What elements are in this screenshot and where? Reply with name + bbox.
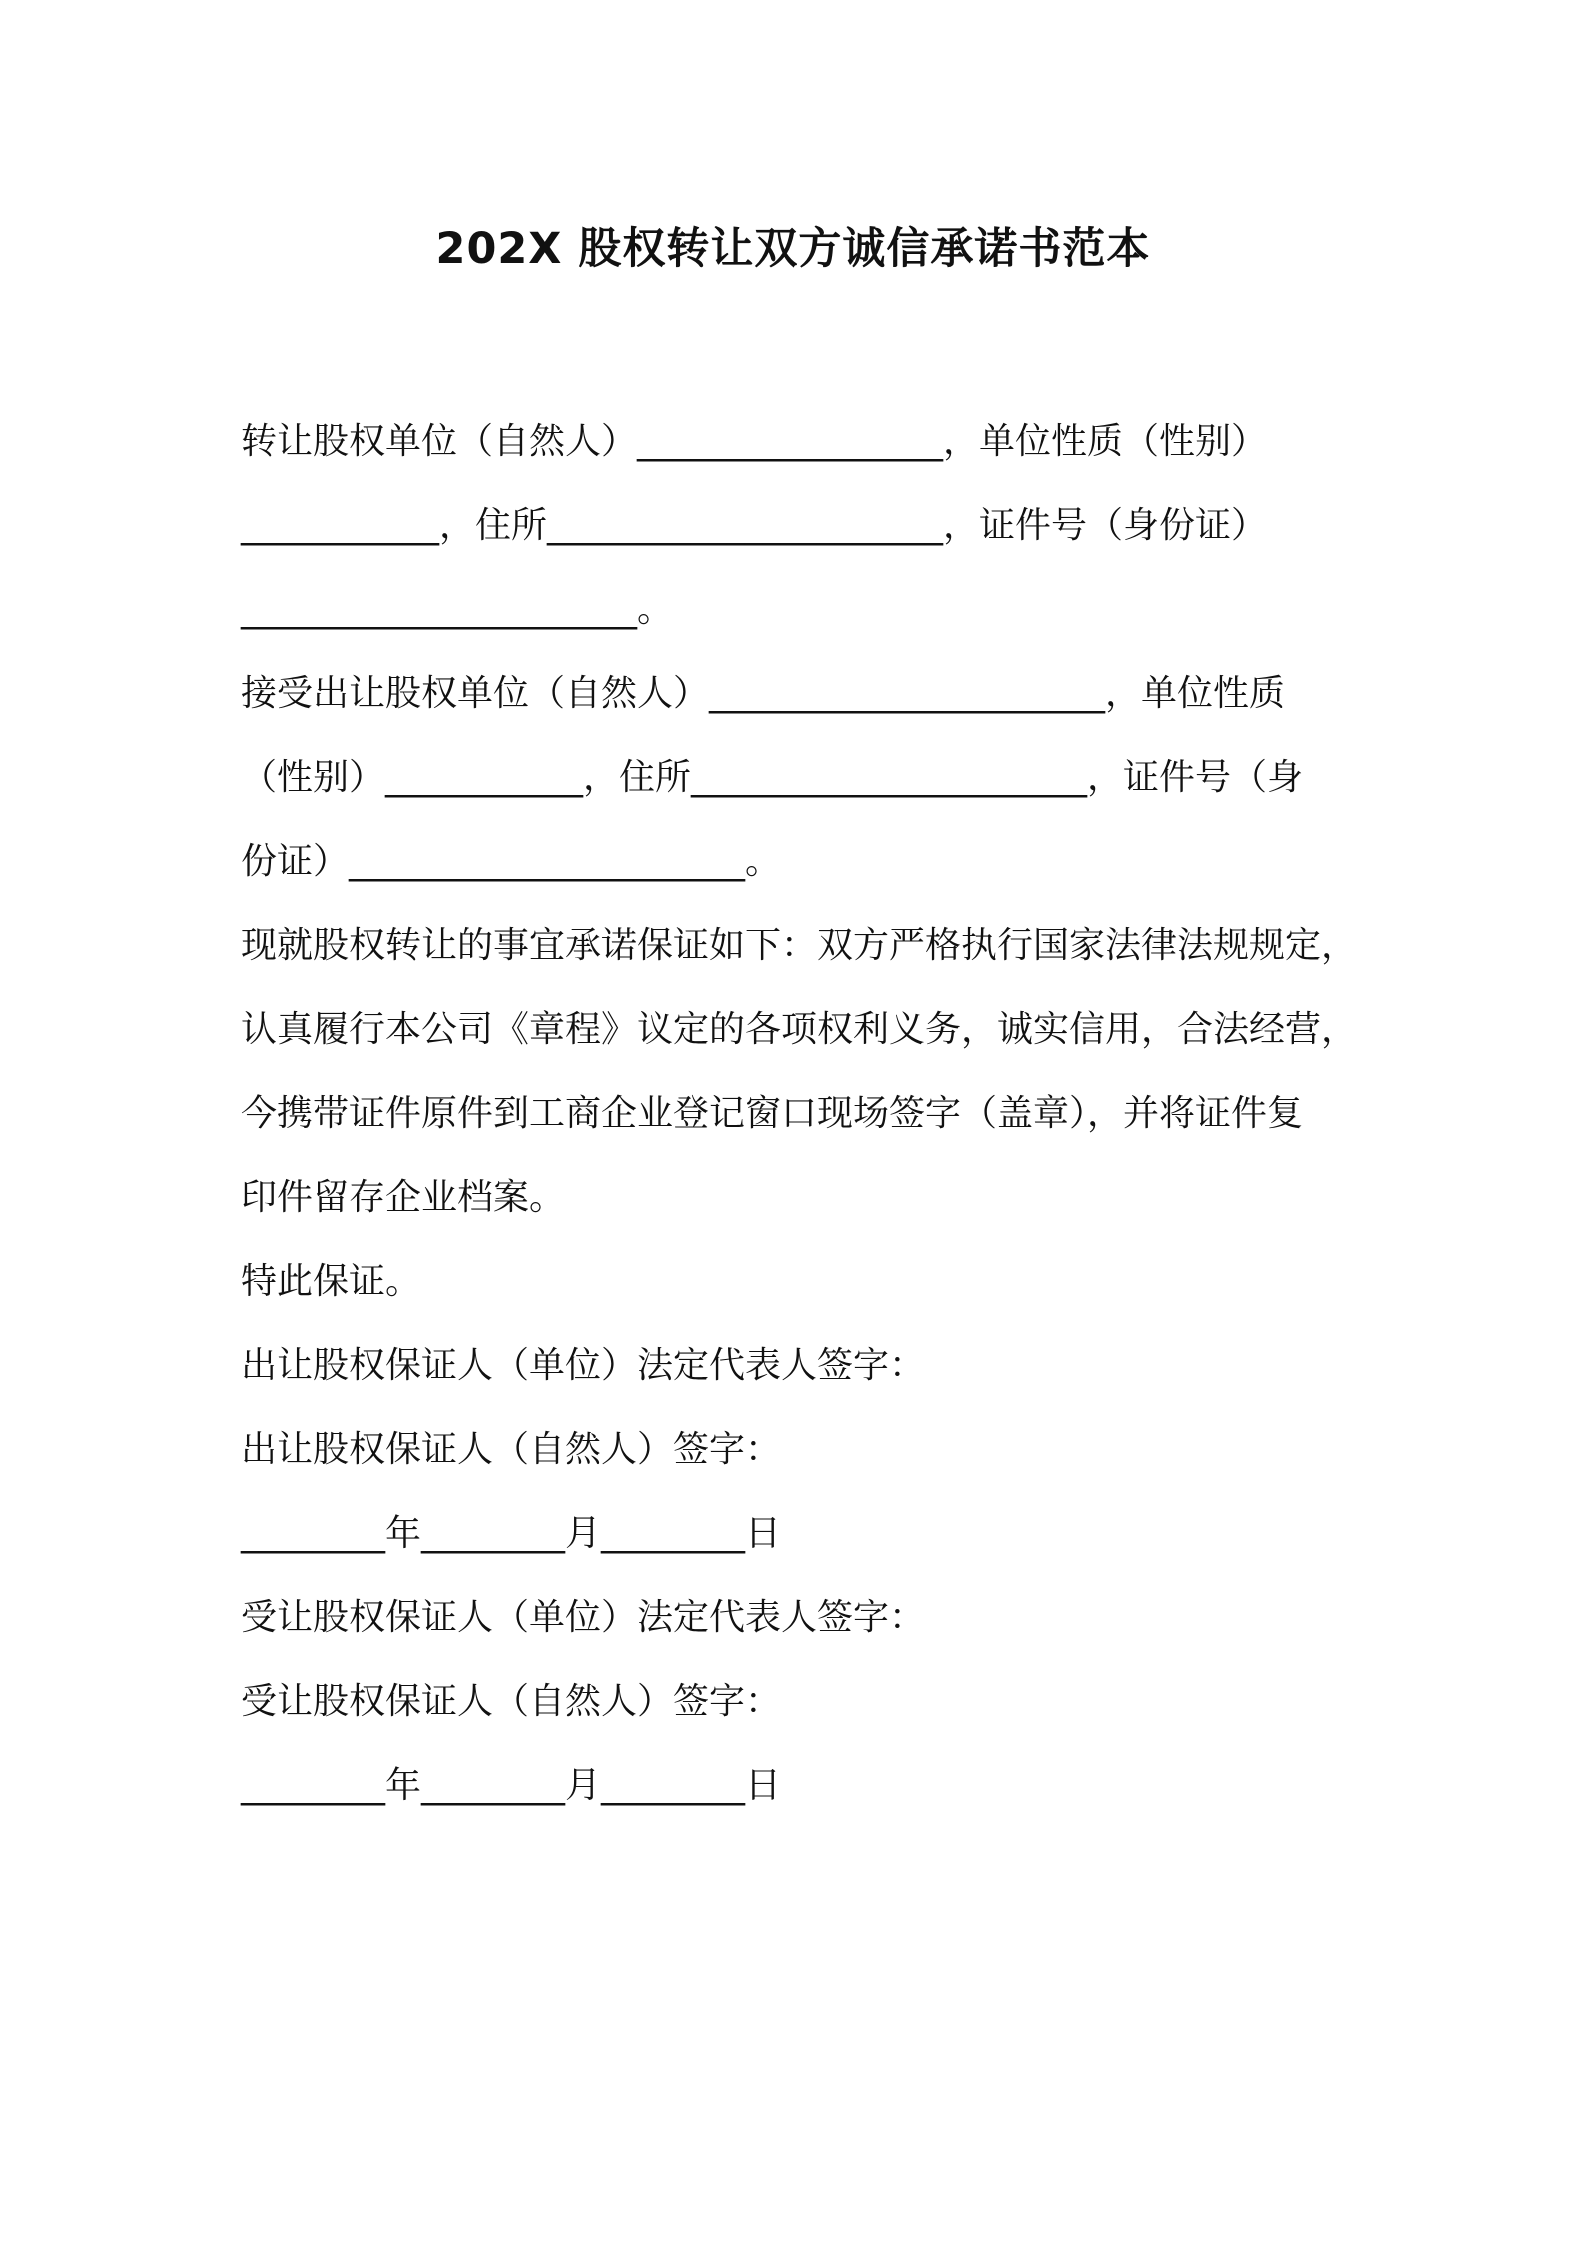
transferor-date-line: ________年________月________日: [241, 1513, 781, 1554]
transferor-line-1: 转让股权单位（自然人）_________________，单位性质（性别）: [241, 421, 1268, 462]
transferor-line-3: ______________________。: [241, 589, 673, 630]
transferee-line-1: 接受出让股权单位（自然人）______________________，单位性质: [241, 673, 1286, 714]
transferor-unit-signature-label: 出让股权保证人（单位）法定代表人签字：: [241, 1345, 926, 1386]
commitment-line-3: 今携带证件原件到工商企业登记窗口现场签字（盖章），并将证件复: [241, 1093, 1304, 1134]
transferee-line-2: （性别）___________，住所______________________，证件号（身: [241, 757, 1304, 798]
commitment-line-1: 现就股权转让的事宜承诺保证如下：双方严格执行国家法律法规规定，: [241, 925, 1358, 966]
document-body: [241, 400, 1371, 1828]
transferee-date-line: ________年________月________日: [241, 1765, 781, 1806]
guarantee-statement: 特此保证。: [241, 1261, 422, 1302]
transferor-line-2: ___________，住所______________________，证件号（身份证）: [241, 505, 1268, 546]
transferee-line-3: 份证）______________________。: [241, 841, 782, 882]
commitment-line-4: 印件留存企业档案。: [241, 1177, 566, 1218]
transferor-person-signature-label: 出让股权保证人（自然人）签字：: [241, 1429, 782, 1470]
transferee-person-signature-label: 受让股权保证人（自然人）签字：: [241, 1681, 782, 1722]
commitment-line-2: 认真履行本公司《章程》议定的各项权利义务，诚实信用，合法经营，: [241, 1009, 1358, 1050]
document-title: 202X 股权转让双方诚信承诺书范本: [435, 224, 1151, 274]
transferee-unit-signature-label: 受让股权保证人（单位）法定代表人签字：: [241, 1597, 926, 1638]
